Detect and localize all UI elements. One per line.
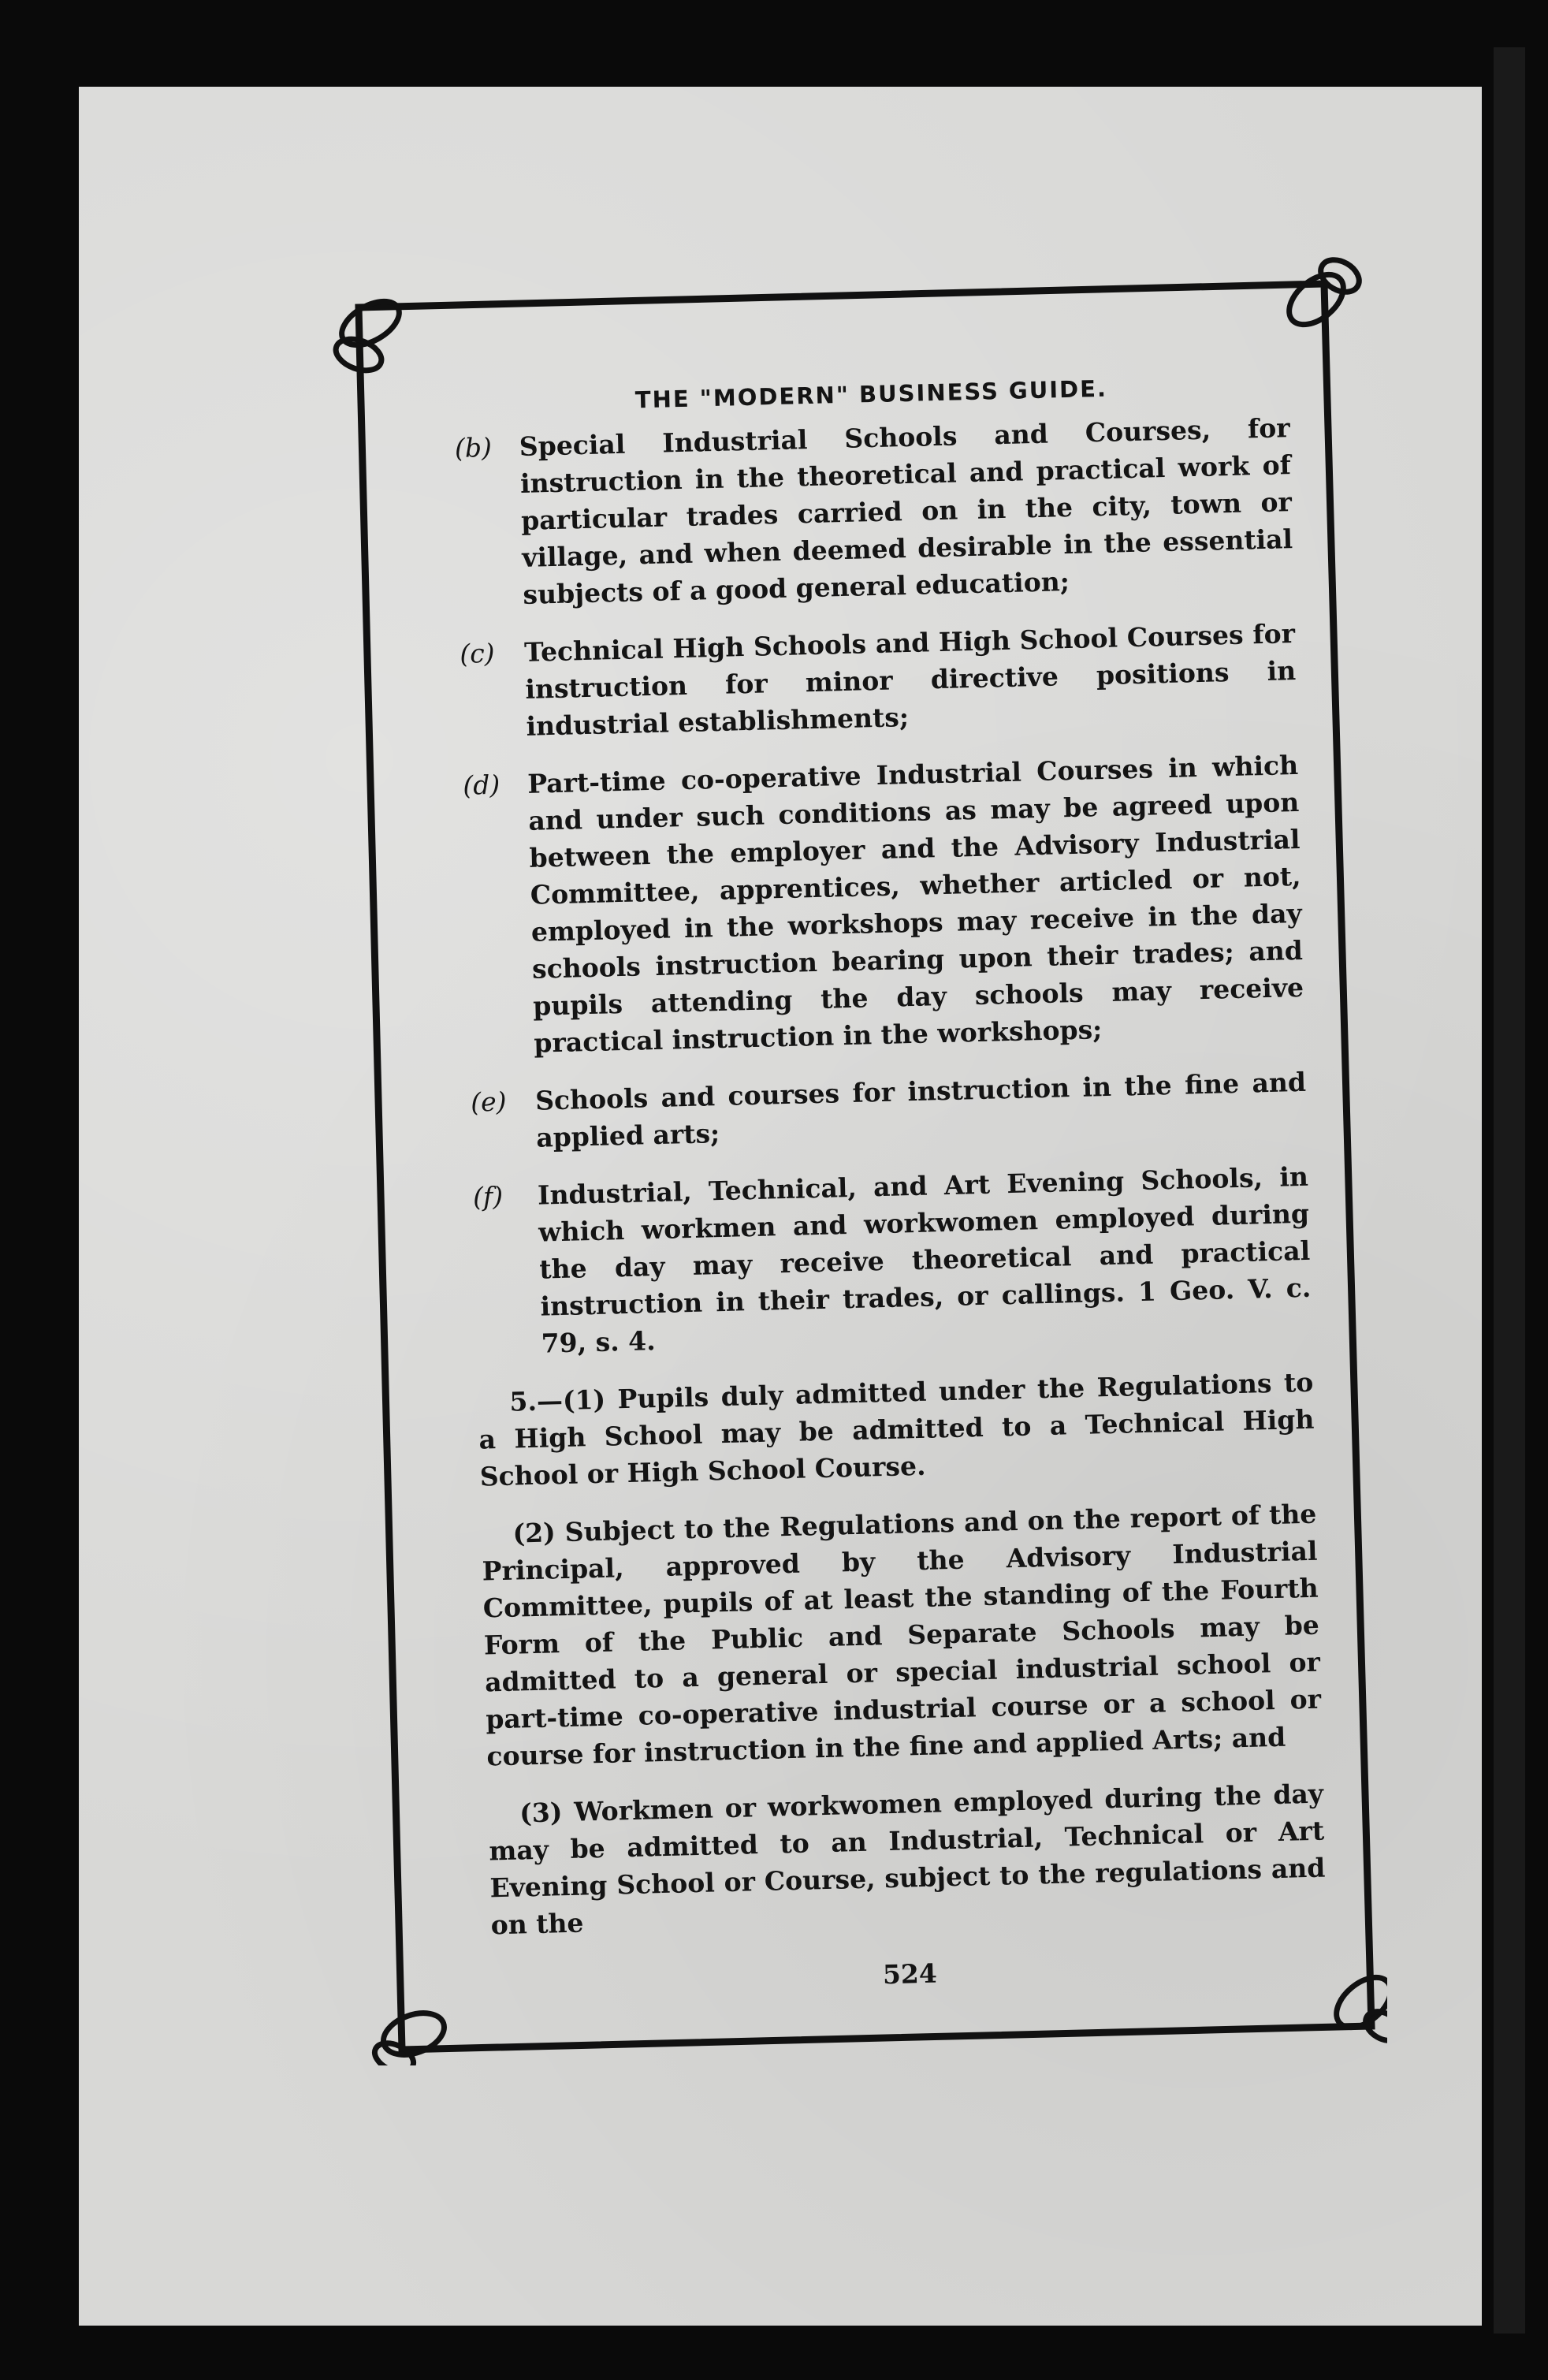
item-text: Technical High Schools and High School Courses for instruction for minor directive positions in industrial establishments; <box>523 618 1297 742</box>
page-number: 524 <box>882 1957 938 1991</box>
item-marker: (e) <box>470 1086 507 1118</box>
list-item <box>454 409 1293 615</box>
section-paragraph: 5.—(1) Pupils duly admitted under the Regulations to a High School may be admitted to a Technical High School or High School Course. <box>478 1366 1315 1492</box>
item-marker: (f) <box>472 1180 504 1212</box>
section-paragraph: (3) Workmen or workwomen employed during the day may be admitted to an Industrial, Technical or Art Evening School or Course, subject to the regulations and on the <box>488 1778 1326 1941</box>
section-paragraph: (2) Subject to the Regulations and on the report of the Principal, approved by the Advisory Industrial Committee, pupils of at least the standing of the Fourth Form of the Public and Separate Schools may be admitted to a general or special industrial school or part-time co-operative industrial course or a school or course for instruction in the fine and applied Arts; and <box>482 1498 1322 1772</box>
item-text: Special Industrial Schools and Courses, for instruction in the theoretical and practical work of particular trades carried on in the city, town or village, and when deemed desirable in the essential subjects of a good general education; <box>519 412 1293 610</box>
item-text: Industrial, Technical, and Art Evening Schools, in which workmen and workwomen employed during the day may receive theoretical and practical instruction in their trades, or callings. 1 Geo. V. c. 79, s. 4. <box>537 1160 1312 1359</box>
item-text: Schools and courses for instruction in the fine and applied arts; <box>534 1066 1307 1153</box>
list-item <box>460 615 1297 747</box>
list-item <box>473 1158 1312 1364</box>
item-text: Part-time co-operative Industrial Courses in which and under such conditions as may be agreed upon between the employer and the Advisory Industrial Committee, apprentices, whether articled or not, employed in the workshops may receive in the day schools instruction bearing upon their trades; and pupils attending the day schools may receive practical instruction in the workshops; <box>527 749 1304 1059</box>
binding-edge <box>1494 47 1525 2333</box>
running-header: THE "MODERN" BUSINESS GUIDE. <box>634 374 1108 414</box>
item-marker: (c) <box>459 637 495 669</box>
list-item <box>463 747 1305 1063</box>
page-text <box>453 366 1329 2041</box>
ornamental-frame <box>284 229 1387 2065</box>
item-marker: (b) <box>454 431 493 464</box>
item-marker: (d) <box>462 769 500 801</box>
list-item <box>471 1063 1308 1158</box>
